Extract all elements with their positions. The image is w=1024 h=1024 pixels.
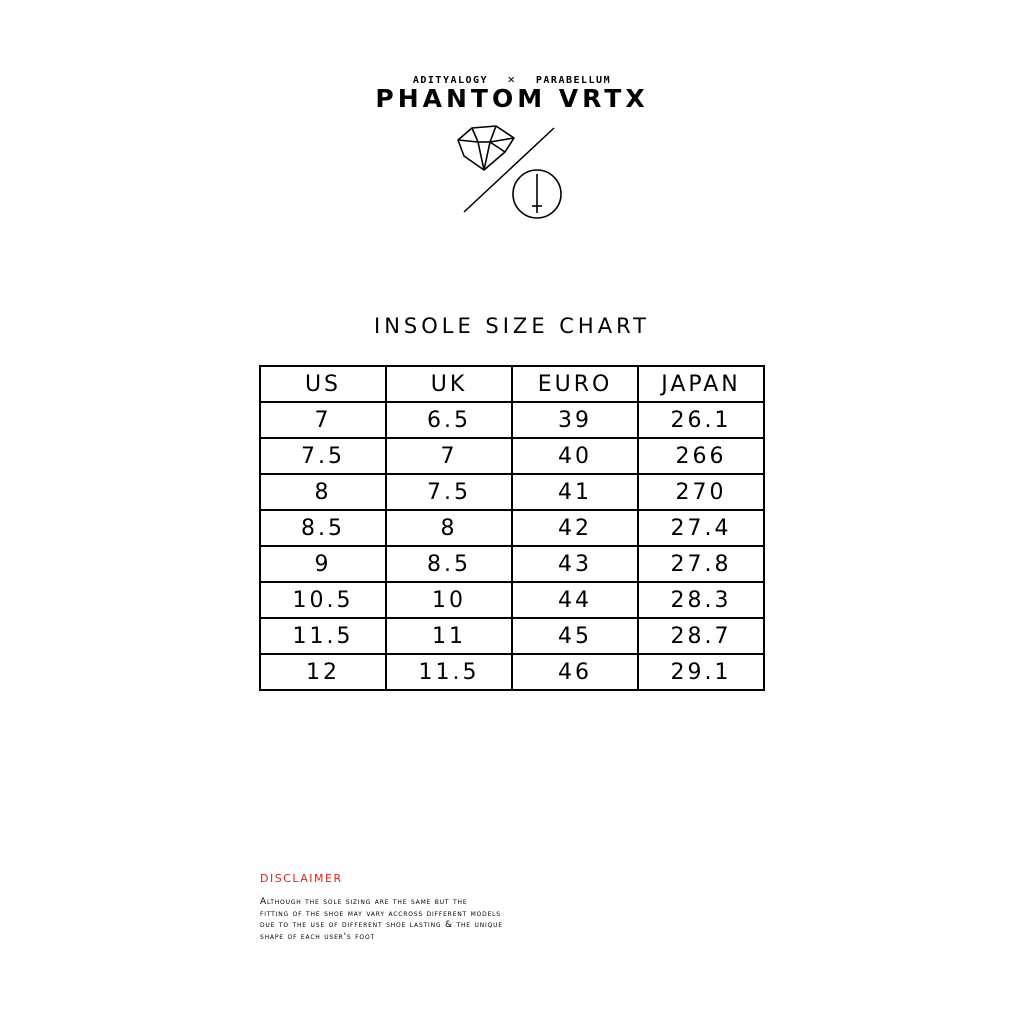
disclaimer-line: shape of each user's foot (260, 931, 375, 942)
cell-euro: 42 (512, 510, 638, 546)
cell-us: 8.5 (260, 510, 386, 546)
diamond-icon (458, 126, 514, 170)
disclaimer-line: Although the sole sizing are the same but the (260, 897, 468, 907)
cell-uk: 6.5 (386, 402, 512, 438)
cell-euro: 44 (512, 582, 638, 618)
table-header-row (260, 366, 764, 402)
cell-euro: 40 (512, 438, 638, 474)
collab-separator: ✕ (507, 72, 517, 86)
table-row (260, 438, 764, 474)
table-row (260, 510, 764, 546)
header-uk: UK (386, 366, 512, 402)
cell-euro: 43 (512, 546, 638, 582)
cell-euro: 46 (512, 654, 638, 690)
table-row (260, 654, 764, 690)
disclaimer-line: fitting of the shoe may vary accross different models (260, 908, 501, 919)
cell-uk: 8.5 (386, 546, 512, 582)
cell-us: 12 (260, 654, 386, 690)
cell-uk: 11 (386, 618, 512, 654)
disclaimer-line: due to the use of different shoe lasting & the unique (260, 920, 503, 930)
disclaimer-heading: DISCLAIMER (260, 872, 343, 885)
cell-us: 9 (260, 546, 386, 582)
cell-japan: 28.3 (638, 582, 764, 618)
cell-japan: 27.4 (638, 510, 764, 546)
cell-japan: 266 (638, 438, 764, 474)
cell-us: 7.5 (260, 438, 386, 474)
header-japan: JAPAN (638, 366, 764, 402)
circle-sword-icon (513, 170, 561, 218)
cell-us: 7 (260, 402, 386, 438)
table-row (260, 474, 764, 510)
cell-us: 10.5 (260, 582, 386, 618)
header-euro: EURO (512, 366, 638, 402)
cell-japan: 26.1 (638, 402, 764, 438)
header-us: US (260, 366, 386, 402)
cell-uk: 8 (386, 510, 512, 546)
brand-title: PHANTOM VRTX (375, 84, 649, 113)
collab-right-text: PARABELLUM (535, 75, 612, 86)
disclaimer-text (260, 897, 720, 943)
cell-us: 11.5 (260, 618, 386, 654)
cell-japan: 29.1 (638, 654, 764, 690)
cell-japan: 27.8 (638, 546, 764, 582)
cell-uk: 11.5 (386, 654, 512, 690)
collab-left-text: ADITYALOGY (412, 75, 489, 86)
table-row (260, 618, 764, 654)
table-row (260, 582, 764, 618)
cell-uk: 7 (386, 438, 512, 474)
table-row (260, 546, 764, 582)
cell-uk: 10 (386, 582, 512, 618)
table-row (260, 402, 764, 438)
size-table (259, 365, 765, 691)
cell-euro: 41 (512, 474, 638, 510)
cell-euro: 39 (512, 402, 638, 438)
cell-japan: 28.7 (638, 618, 764, 654)
chart-title: INSOLE SIZE CHART (374, 314, 650, 338)
cell-japan: 270 (638, 474, 764, 510)
cell-us: 8 (260, 474, 386, 510)
cell-uk: 7.5 (386, 474, 512, 510)
cell-euro: 45 (512, 618, 638, 654)
brand-logo (450, 118, 580, 222)
